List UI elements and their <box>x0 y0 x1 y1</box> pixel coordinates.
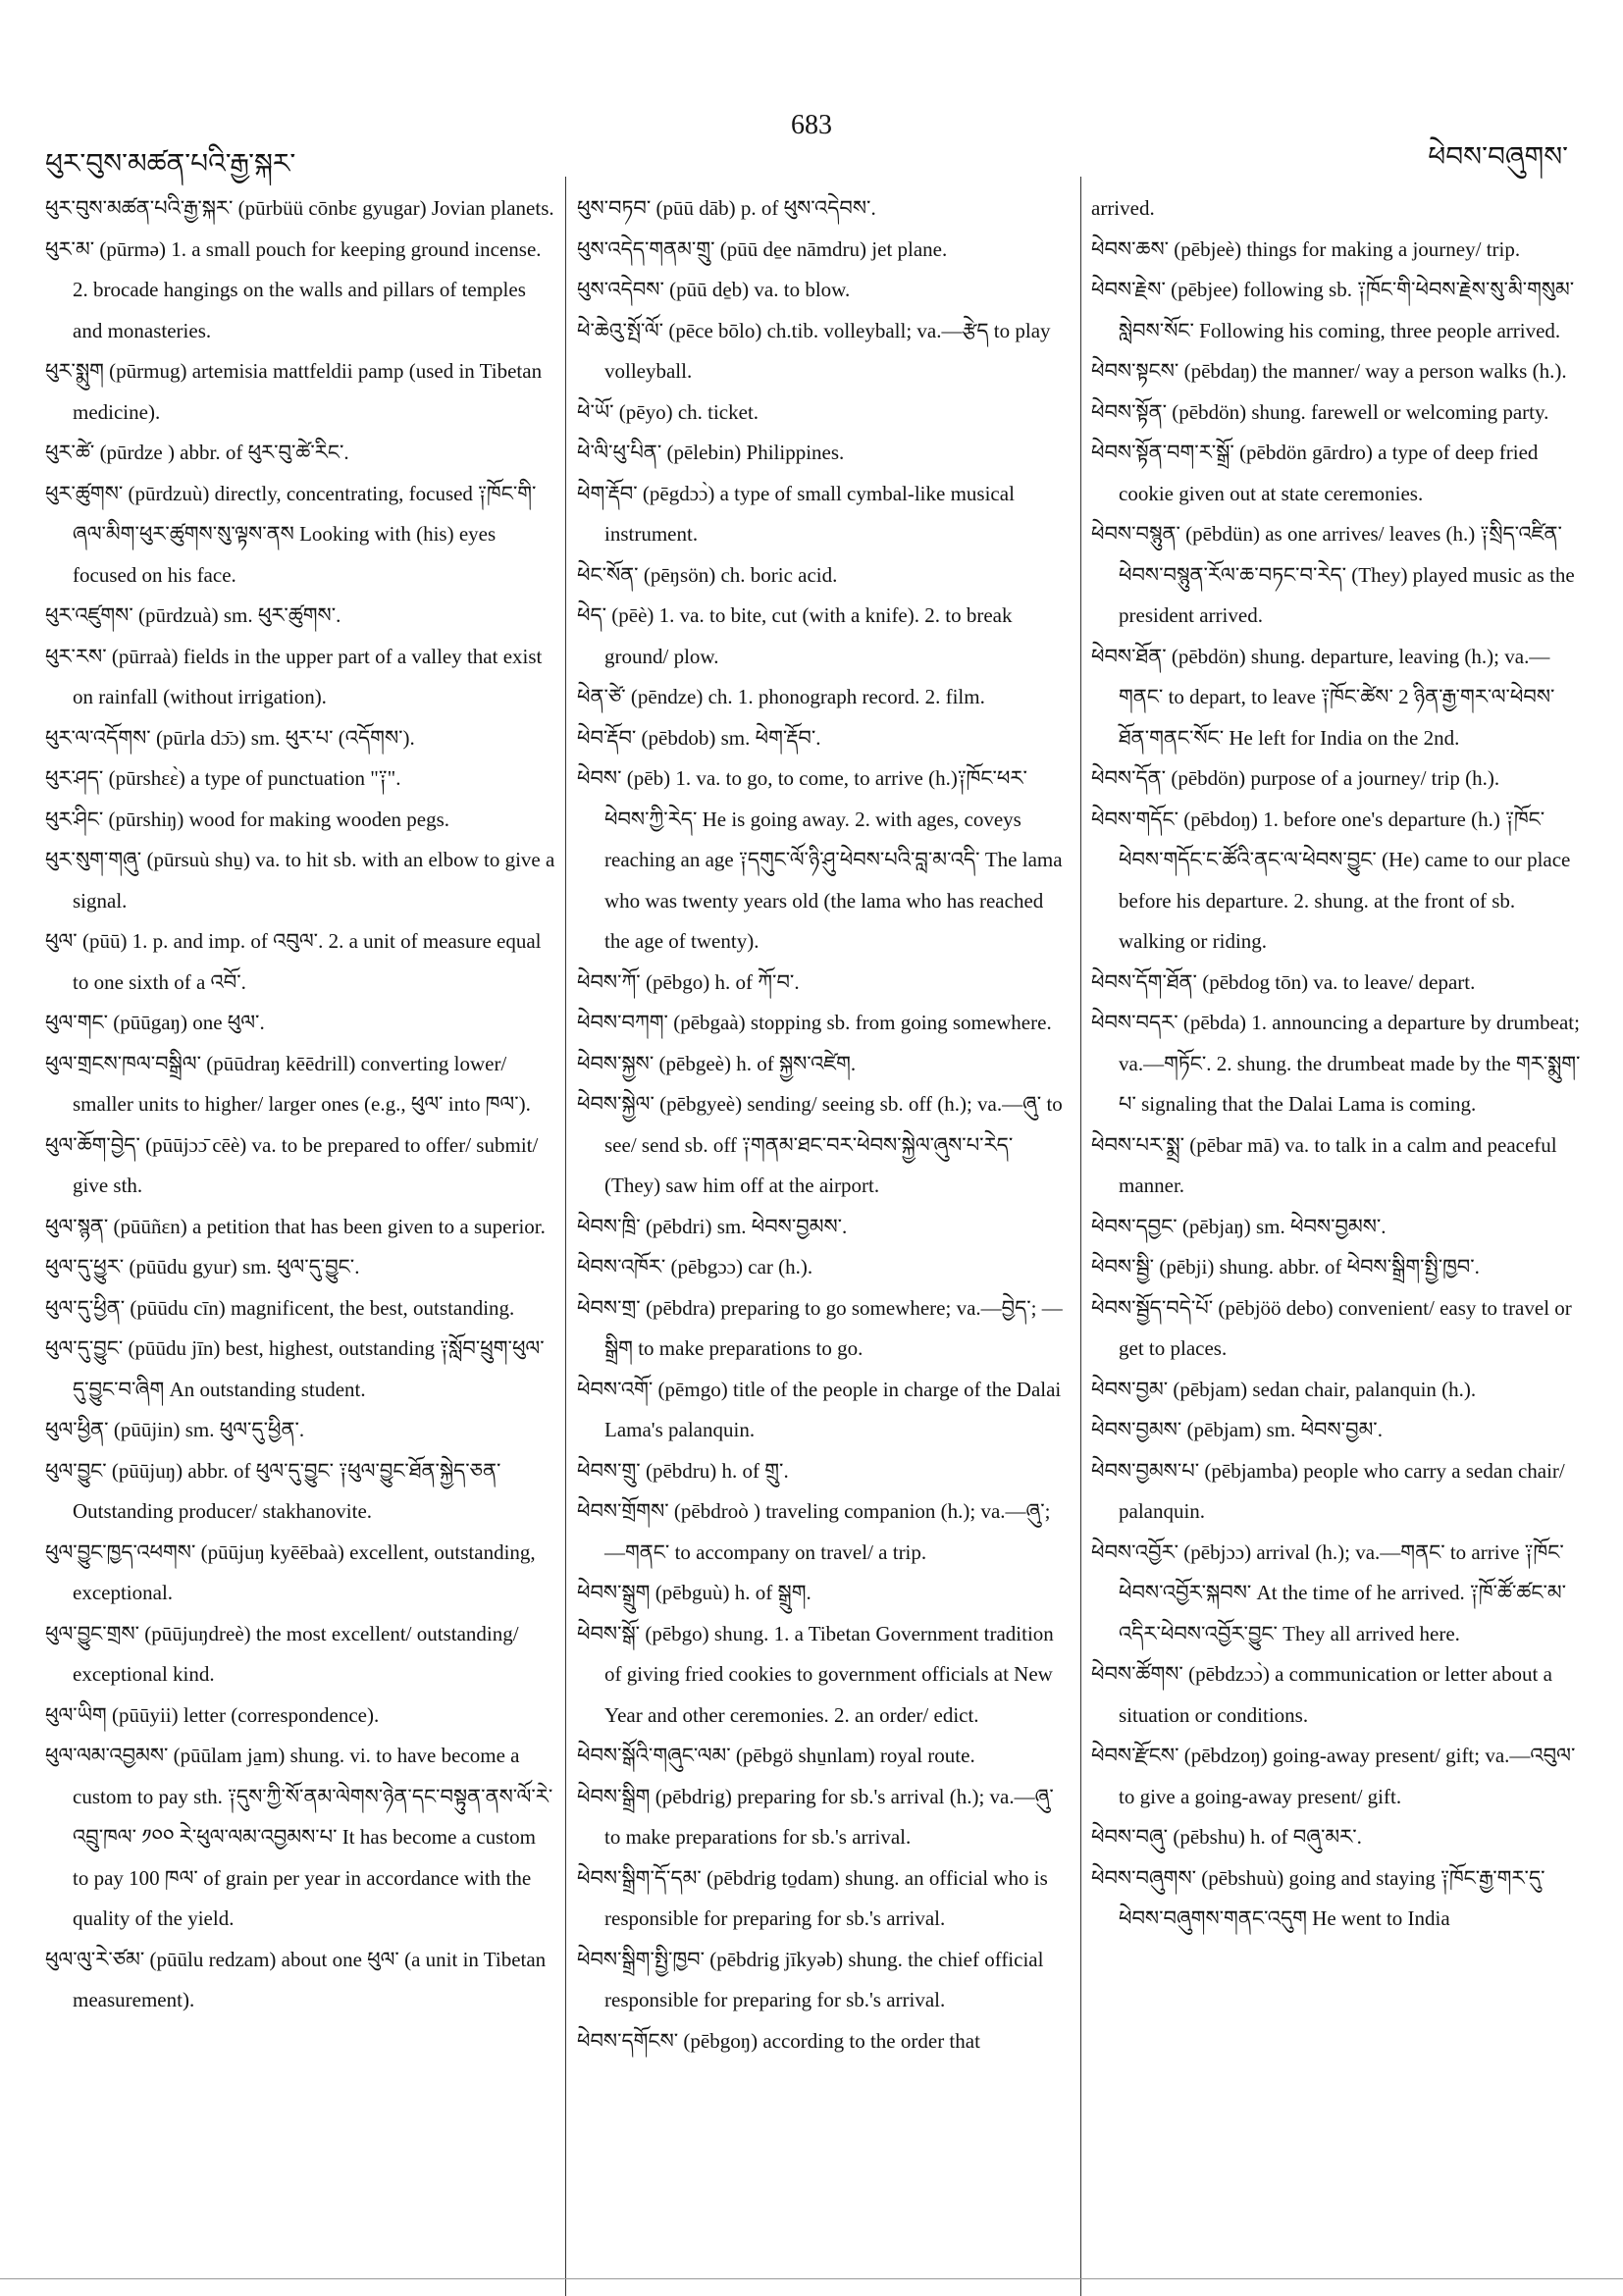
dictionary-entry: ཕེབས་རྫོངས་ (pēbdzoŋ) going-away present/ gift; va.—འབུལ་ to give a going-away present/ gift. <box>1091 1744 1576 1808</box>
dictionary-entry: ཕུར་ཚེ་ (pūrdze ) abbr. of ཕུར་བུ་ཚེ་རིང་. <box>45 441 349 464</box>
header-right-guide-word: ཕེབས་བཞུགས་ <box>1428 142 1568 173</box>
dictionary-entry: ཕེབས་འབྱོར་ (pēbjɔɔ) arrival (h.); va.—གནང་ to arrive ༑ཁོང་ཕེབས་འབྱོར་སྐབས་ At the time of he arrived. ༑ཁོ་ཚོ་ཚང་མ་འདིར་ཕེབས་འབྱོར་བྱུང་ They all arrived here. <box>1091 1539 1567 1645</box>
dictionary-entry: ཕེབས་བཞུགས་ (pēbshuù) going and staying ༑ཁོང་རྒྱ་གར་དུ་ཕེབས་བཞུགས་གནང་འདུག He went to India <box>1091 1865 1545 1930</box>
dictionary-entry: ཕེ་ཡོ་ (pēyo) ch. ticket. <box>577 399 759 424</box>
dictionary-entry: ཕེབ་རྡོབ་ (pēbdob) sm. ཕེག་རྡོབ་. <box>577 725 821 750</box>
dictionary-entry: ཕེབས་སྦྱི་ (pēbji) shung. abbr. of ཕེབས་སྒྲིག་སྤྱི་ཁྱབ་. <box>1091 1255 1480 1278</box>
dictionary-entry: ཕུལ་ལམ་འབྱམས་ (pūūlam ja̱m) shung. vi. to have become a custom to pay sth. ༑དུས་ཀྱི་སོ་ནམ་ལེགས་ཉེན་དང་བསྟུན་ནས་ལོ་རེ་འབྲུ་ཁལ་ ༡༠༠ རེ་ཕུལ་ལམ་འབྱམས་པ་ It has become a custom to pay 100 ཁལ་ of grain per year in accordance with the quality of the yield. <box>45 1744 553 1930</box>
dictionary-entry: ཕུལ་ལུ་རེ་ཙམ་ (pūūlu redzam) about one ཕུལ་ (a unit in Tibetan measurement). <box>45 1947 547 2011</box>
dictionary-entry: ཕུར་ཚུགས་ (pūrdzuù) directly, concentrating, focused ༑ཁོང་གི་ཞལ་མིག་ཕུར་ཚུགས་སུ་ལྟས་ནས Looking with (his) eyes focused on his face. <box>45 481 537 587</box>
dictionary-entry: ཕུར་མ་ (pūrmə) 1. a small pouch for keeping ground incense. 2. brocade hangings on the walls and pillars of temples and monasteries. <box>45 236 542 342</box>
footer-rule <box>0 2278 1623 2279</box>
dictionary-entry: ཕེབས་བདར་ (pēbda) 1. announcing a departure by drumbeat; va.—གཏོང་. 2. shung. the drumbeat made by the གར་སྨུག་པ་ signaling that the Dalai Lama is coming. <box>1091 1011 1581 1116</box>
column-divider <box>565 177 566 2296</box>
dictionary-entry: ཕེབས་སྐྱས་ (pēbgeè) h. of སྐྱས་འཛེག. <box>577 1051 857 1075</box>
dictionary-entry: ཕེབས་བཞུ་ (pēbshu) h. of བཞུ་མར་. <box>1091 1825 1362 1849</box>
dictionary-entry: ཕུར་ལ་འདོགས་ (pūrla dɔ̄ɔ) sm. ཕུར་པ་ (འདོགས་). <box>45 725 415 750</box>
dictionary-entry: ཕེབས་དོན་ (pēbdön) purpose of a journey/ trip (h.). <box>1091 766 1500 790</box>
dictionary-entry: ཕེབས་གདོང་ (pēbdoŋ) 1. before one's departure (h.) ༑ཁོང་ཕེབས་གདོང་ང་ཚོའི་ནང་ལ་ཕེབས་བྱུང་ (He) came to our place before his departure. 2. shung. at the front of sb. walking or riding. <box>1091 807 1571 953</box>
dictionary-entry: ཕེབས་སྒྲུག (pēbguù) h. of སྒྲུག. <box>577 1581 812 1604</box>
dictionary-entry: ཕེག་རྡོབ་ (pēgdɔɔ̀) a type of small cymbal-like musical instrument. <box>577 481 1015 546</box>
dictionary-entry: ཕེབས་བཀག་ (pēbgaà) stopping sb. from going somewhere. <box>577 1011 1052 1034</box>
dictionary-entry: ཕེབས་སྒྲིག་སྤྱི་ཁྱབ་ (pēbdrig jīkyəb) shung. the chief official responsible for preparing for sb.'s arrival. <box>577 1947 1044 2011</box>
dictionary-entry: ཕེབས་ (pēb) 1. va. to go, to come, to arrive (h.)༑ཁོང་ཕར་ཕེབས་ཀྱི་རེད་ He is going away. 2. with ages, coveys reaching an age ༑དགུང་ལོ་ཉི་ཤུ་ཕེབས་པའི་བླ་མ་འདི་ The lama who was twenty years old (the lama who has reached the age of twenty). <box>577 766 1063 953</box>
header-left-guide-word: ཕུར་བུས་མཚན་པའི་རྒྱ་སྐར་ <box>45 149 296 180</box>
dictionary-entry: ཕུལ་དུ་བྱུང་ (pūūdu jīn) best, highest, outstanding ༑སློབ་ཕྲུག་ཕུལ་དུ་བྱུང་བ་ཞིག An outstanding student. <box>45 1336 545 1401</box>
dictionary-entry: ཕེད་ (pēè) 1. va. to bite, cut (with a knife). 2. to break ground/ plow. <box>577 603 1013 668</box>
dictionary-entry: ཕེབས་རྗེས་ (pēbjee) following sb. ༑ཁོང་གི་ཕེབས་རྗེས་སུ་མི་གསུམ་སླེབས་སོང་ Following his coming, three people arrived. <box>1091 278 1575 342</box>
dictionary-entry: ཕུལ་ཡིག (pūūyii) letter (correspondence). <box>45 1702 380 1727</box>
dictionary-entry: arrived. <box>1091 196 1155 220</box>
dictionary-entry: ཕེབས་བྱམས་ (pēbjam) sm. ཕེབས་བྱམ་. <box>1091 1418 1383 1441</box>
dictionary-entry: ཕེབས་བྱམ་ (pēbjam) sedan chair, palanquin (h.). <box>1091 1377 1477 1401</box>
dictionary-entry: ཕུལ་བྱུང་ཁྱད་འཕགས་ (pūūjuŋ kyēēbaà) excellent, outstanding, exceptional. <box>45 1539 536 1604</box>
dictionary-entry: ཕེབས་སྟོན་བག་ར་སྒྲོ་ (pēbdön gārdro) a type of deep fried cookie given out at state ceremonies. <box>1091 441 1539 505</box>
dictionary-entry: ཕེབས་འཁོར་ (pēbgɔɔ) car (h.). <box>577 1255 813 1278</box>
dictionary-entry: ཕུར་སྨུག (pūrmug) artemisia mattfeldii pamp (used in Tibetan medicine). <box>45 359 543 424</box>
dictionary-entry: ཕུར་རས་ (pūrraà) fields in the upper part of a valley that exist on rainfall (without irrigation). <box>45 644 543 708</box>
dictionary-entry: ཕེབས་ཀོ་ (pēbgo) h. of ཀོ་བ་. <box>577 969 800 994</box>
dictionary-entry: ཕེབས་ཁྲི་ (pēbdri) sm. ཕེབས་བྱམས་. <box>577 1214 848 1238</box>
dictionary-entry: ཕེབས་སྦྱོད་བདེ་པོ་ (pēbjöö debo) convenient/ easy to travel or get to places. <box>1091 1295 1572 1360</box>
dictionary-entry: ཕུལ་དུ་ཕྱིན་ (pūūdu cīn) magnificent, the best, outstanding. <box>45 1295 515 1320</box>
dictionary-entry: ཕེབས་གྲོགས་ (pēbdroò ) traveling companion (h.); va.—ཞུ་; —གནང་ to accompany on travel/ a trip. <box>577 1499 1051 1564</box>
dictionary-entry: ཕུས་འདེད་གནམ་གྲུ་ (pūū de̱e nāmdru) jet plane. <box>577 236 948 261</box>
dictionary-entry: ཕུས་འདེབས་ (pūū de̱b) va. to blow. <box>577 278 851 301</box>
dictionary-entry: ཕུལ་སྙན་ (pūūñɛn) a petition that has been given to a superior. <box>45 1214 546 1238</box>
dictionary-entry: ཕེབས་དགོངས་ (pēbgoŋ) according to the order that <box>577 2028 980 2053</box>
dictionary-entry: ཕེབས་སྒོའི་གཞུང་ལམ་ (pēbgö shu̱nlam) royal route. <box>577 1744 975 1767</box>
dictionary-entry: ཕུལ་དུ་ཕྱུར་ (pūūdu gyur) sm. ཕུལ་དུ་བྱུང་. <box>45 1255 360 1278</box>
dictionary-entry: ཕུལ་ (pūū) 1. p. and imp. of འབུལ་. 2. a unit of measure equal to one sixth of a འབོ་. <box>45 929 542 994</box>
dictionary-entry: ཕུལ་གང་ (pūūgaŋ) one ཕུལ་. <box>45 1011 265 1034</box>
dictionary-entry: ཕེབས་གྲུ་ (pēbdru) h. of གྲུ་. <box>577 1458 789 1483</box>
dictionary-entry: ཕེབས་ཚོགས་ (pēbdzɔɔ̀) a communication or letter about a situation or conditions. <box>1091 1662 1552 1727</box>
column-divider <box>1080 177 1081 2296</box>
dictionary-entry: ཕེབས་བསྙུན་ (pēbdün) as one arrives/ leaves (h.) ༑སྲིད་འཛིན་ཕེབས་བསྙུན་རོལ་ཆ་བཏང་བ་རེད་ (They) played music as the president arrived. <box>1091 522 1575 627</box>
dictionary-entry: ཕེབས་པར་སྨྲ་ (pēbar mā) va. to talk in a calm and peaceful manner. <box>1091 1132 1557 1197</box>
dictionary-entry: ཕུར་ཤད་ (pūrshɛɛ̀) a type of punctuation "༑". <box>45 766 401 790</box>
dictionary-entry: ཕེབས་འགོ་ (pēmgo) title of the people in charge of the Dalai Lama's palanquin. <box>577 1377 1062 1441</box>
dictionary-entry: ཕེབས་སྐྱེལ་ (pēbgyeè) sending/ seeing sb. off (h.); va.—ཞུ་ to see/ send sb. off ༑གནམ་ཐང་བར་ཕེབས་སྐྱེལ་ཞུས་པ་རེད་ (They) saw him off at the airport. <box>577 1092 1063 1197</box>
dictionary-entry: ཕེབས་སྒོ་ (pēbgo) shung. 1. a Tibetan Government tradition of giving fried cookies to government officials at New Year and other ceremonies. 2. an order/ edict. <box>577 1621 1054 1727</box>
page-number: 683 <box>791 110 832 140</box>
dictionary-entry: ཕུར་ཤིང་ (pūrshiŋ) wood for making wooden pegs. <box>45 807 450 831</box>
column-1 <box>45 188 555 2259</box>
column-2 <box>577 188 1068 2259</box>
dictionary-entry: ཕུལ་བྱུང་གྲས་ (pūūjuŋdreè) the most excellent/ outstanding/ exceptional kind. <box>45 1621 519 1686</box>
dictionary-entry: ཕེབས་སྟོན་ (pēbdön) shung. farewell or welcoming party. <box>1091 399 1549 424</box>
dictionary-entry: ཕུར་བུས་མཚན་པའི་རྒྱ་སྐར་ (pūrbüü cōnbɛ gyugar) Jovian planets. <box>45 196 554 220</box>
dictionary-entry: ཕུལ་ཆོག་བྱེད་ (pūūjɔɔ̄ cēè) va. to be prepared to offer/ submit/ give sth. <box>45 1132 539 1197</box>
dictionary-entry: ཕུར་འཛུགས་ (pūrdzuà) sm. ཕུར་ཚུགས་. <box>45 603 341 627</box>
dictionary-entry: ཕུལ་བྱུང་ (pūūjuŋ) abbr. of ཕུལ་དུ་བྱུང་ ༑ཕུལ་བྱུང་ཐོན་སྐྱེད་ཅན་ Outstanding producer/ stakhanovite. <box>45 1458 501 1523</box>
dictionary-entry: ཕེབས་དབྱང་ (pēbjaŋ) sm. ཕེབས་བྱམས་. <box>1091 1214 1387 1238</box>
dictionary-entry: ཕུལ་ཕྱིན་ (pūūjin) sm. ཕུལ་དུ་ཕྱིན་. <box>45 1418 305 1441</box>
dictionary-entry: ཕུར་སུག་གཞུ་ (pūrsuù shu̱) va. to hit sb. with an elbow to give a signal. <box>45 848 555 913</box>
dictionary-entry: ཕེབས་གྲ་ (pēbdra) preparing to go somewhere; va.—བྱེད་; —སྒྲིག to make preparations to go. <box>577 1295 1063 1360</box>
dictionary-entry: ཕེང་སོན་ (pēŋsön) ch. boric acid. <box>577 562 838 587</box>
dictionary-entry: ཕེབས་སྒྲིག (pēbdrig) preparing for sb.'s arrival (h.); va.—ཞུ་ to make preparations for sb.'s arrival. <box>577 1784 1054 1849</box>
dictionary-entry: ཕེ་ཆེའུ་སྤོ་ལོ་ (pēce bōlo) ch.tib. volleyball; va.—རྩེད to play volleyball. <box>577 318 1051 383</box>
dictionary-entry: ཕེན་ཙེ་ (pēndze) ch. 1. phonograph record. 2. film. <box>577 685 985 708</box>
dictionary-entry: ཕུས་བཏབ་ (pūū dāb) p. of ཕུས་འདེབས་. <box>577 196 876 220</box>
dictionary-entry: ཕེབས་སྒྲིག་དོ་དམ་ (pēbdrig to̱dam) shung. an official who is responsible for preparing for sb.'s arrival. <box>577 1865 1048 1930</box>
dictionary-entry: ཕུལ་གྲངས་ཁལ་བསྒྲིལ་ (pūūdraŋ kēēdrill) converting lower/ smaller units to higher/ larger ones (e.g., ཕུལ་ into ཁལ་). <box>45 1051 531 1116</box>
dictionary-entry: ཕེ་ལི་ཕུ་པིན་ (pēlebin) Philippines. <box>577 441 845 464</box>
dictionary-entry: ཕེབས་བྱམས་པ་ (pēbjamba) people who carry a sedan chair/ palanquin. <box>1091 1458 1565 1523</box>
dictionary-entry: ཕེབས་ཆས་ (pēbjeè) things for making a journey/ trip. <box>1091 236 1521 261</box>
dictionary-entry: ཕེབས་དོག་ཐོན་ (pēbdog tōn) va. to leave/ depart. <box>1091 969 1476 994</box>
column-3 <box>1091 188 1582 2259</box>
dictionary-entry: ཕེབས་སྟངས་ (pēbdaŋ) the manner/ way a person walks (h.). <box>1091 359 1567 383</box>
dictionary-entry: ཕེབས་ཐོན་ (pēbdön) shung. departure, leaving (h.); va.—གནང་ to depart, to leave ༑ཁོང་ཚེས་ 2 ཉིན་རྒྱ་གར་ལ་ཕེབས་ཐོན་གནང་སོང་ He left for India on the 2nd. <box>1091 644 1555 750</box>
